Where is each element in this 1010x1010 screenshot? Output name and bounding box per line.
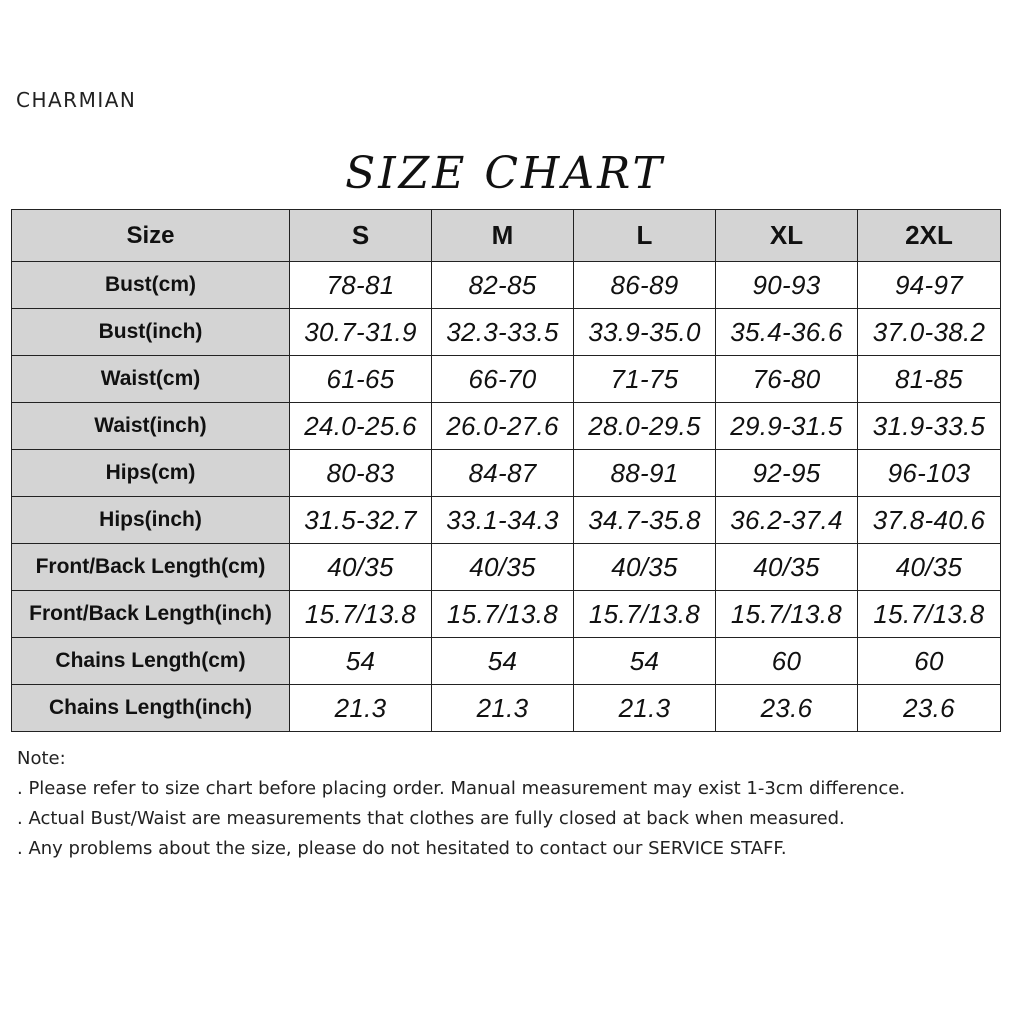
table-cell: 36.2-37.4 <box>716 497 858 544</box>
size-chart-table <box>11 209 1001 732</box>
table-cell: 80-83 <box>290 450 432 497</box>
header-cell: L <box>574 210 716 262</box>
table-cell: 33.1-34.3 <box>432 497 574 544</box>
table-cell: 66-70 <box>432 356 574 403</box>
table-cell: 32.3-33.5 <box>432 309 574 356</box>
table-row <box>12 685 1001 732</box>
table-body <box>12 262 1001 732</box>
table-cell: 37.8-40.6 <box>858 497 1001 544</box>
row-label: Chains Length(cm) <box>12 638 290 685</box>
table-cell: 15.7/13.8 <box>716 591 858 638</box>
table-cell: 35.4-36.6 <box>716 309 858 356</box>
table-cell: 40/35 <box>716 544 858 591</box>
header-cell: M <box>432 210 574 262</box>
table-cell: 40/35 <box>290 544 432 591</box>
table-cell: 23.6 <box>858 685 1001 732</box>
table-cell: 96-103 <box>858 450 1001 497</box>
table-cell: 34.7-35.8 <box>574 497 716 544</box>
table-row <box>12 309 1001 356</box>
table-cell: 15.7/13.8 <box>290 591 432 638</box>
table-cell: 60 <box>716 638 858 685</box>
table-cell: 30.7-31.9 <box>290 309 432 356</box>
table-cell: 15.7/13.8 <box>432 591 574 638</box>
table-cell: 28.0-29.5 <box>574 403 716 450</box>
notes-heading: Note: <box>17 748 66 769</box>
row-label: Waist(inch) <box>12 403 290 450</box>
header-cell: XL <box>716 210 858 262</box>
table-cell: 94-97 <box>858 262 1001 309</box>
table-cell: 84-87 <box>432 450 574 497</box>
note-item: . Any problems about the size, please do not hesitated to contact our SERVICE STAFF. <box>17 838 787 859</box>
table-cell: 37.0-38.2 <box>858 309 1001 356</box>
table-cell: 21.3 <box>574 685 716 732</box>
row-label: Bust(cm) <box>12 262 290 309</box>
table-cell: 33.9-35.0 <box>574 309 716 356</box>
header-cell: S <box>290 210 432 262</box>
row-label: Front/Back Length(cm) <box>12 544 290 591</box>
row-label: Hips(cm) <box>12 450 290 497</box>
table-cell: 21.3 <box>290 685 432 732</box>
table-row <box>12 450 1001 497</box>
table-cell: 15.7/13.8 <box>858 591 1001 638</box>
table-row <box>12 591 1001 638</box>
table-row <box>12 403 1001 450</box>
table-cell: 26.0-27.6 <box>432 403 574 450</box>
table-cell: 40/35 <box>858 544 1001 591</box>
table-cell: 54 <box>290 638 432 685</box>
table-cell: 90-93 <box>716 262 858 309</box>
table-cell: 31.9-33.5 <box>858 403 1001 450</box>
note-item: . Actual Bust/Waist are measurements that clothes are fully closed at back when measured. <box>17 808 845 829</box>
header-cell: Size <box>12 210 290 262</box>
table-cell: 29.9-31.5 <box>716 403 858 450</box>
note-item: . Please refer to size chart before placing order. Manual measurement may exist 1-3cm difference. <box>17 778 906 799</box>
table-row <box>12 638 1001 685</box>
table-cell: 82-85 <box>432 262 574 309</box>
table-cell: 40/35 <box>432 544 574 591</box>
table-cell: 60 <box>858 638 1001 685</box>
table-cell: 71-75 <box>574 356 716 403</box>
table-cell: 23.6 <box>716 685 858 732</box>
table-cell: 54 <box>432 638 574 685</box>
table-cell: 21.3 <box>432 685 574 732</box>
table-cell: 86-89 <box>574 262 716 309</box>
row-label: Bust(inch) <box>12 309 290 356</box>
table-cell: 31.5-32.7 <box>290 497 432 544</box>
header-cell: 2XL <box>858 210 1001 262</box>
table-row <box>12 356 1001 403</box>
table-cell: 88-91 <box>574 450 716 497</box>
table-row <box>12 262 1001 309</box>
table-cell: 92-95 <box>716 450 858 497</box>
table-row <box>12 497 1001 544</box>
row-label: Hips(inch) <box>12 497 290 544</box>
table-cell: 78-81 <box>290 262 432 309</box>
row-label: Chains Length(inch) <box>12 685 290 732</box>
brand-logo-text: CHARMIAN <box>16 88 137 112</box>
notes-section <box>17 744 905 864</box>
table-cell: 40/35 <box>574 544 716 591</box>
row-label: Waist(cm) <box>12 356 290 403</box>
table-cell: 81-85 <box>858 356 1001 403</box>
table-cell: 54 <box>574 638 716 685</box>
table-header-row <box>12 210 1001 262</box>
table-cell: 15.7/13.8 <box>574 591 716 638</box>
table-cell: 76-80 <box>716 356 858 403</box>
row-label: Front/Back Length(inch) <box>12 591 290 638</box>
page-title: SIZE CHART <box>345 148 665 199</box>
table-row <box>12 544 1001 591</box>
table-cell: 61-65 <box>290 356 432 403</box>
table-cell: 24.0-25.6 <box>290 403 432 450</box>
